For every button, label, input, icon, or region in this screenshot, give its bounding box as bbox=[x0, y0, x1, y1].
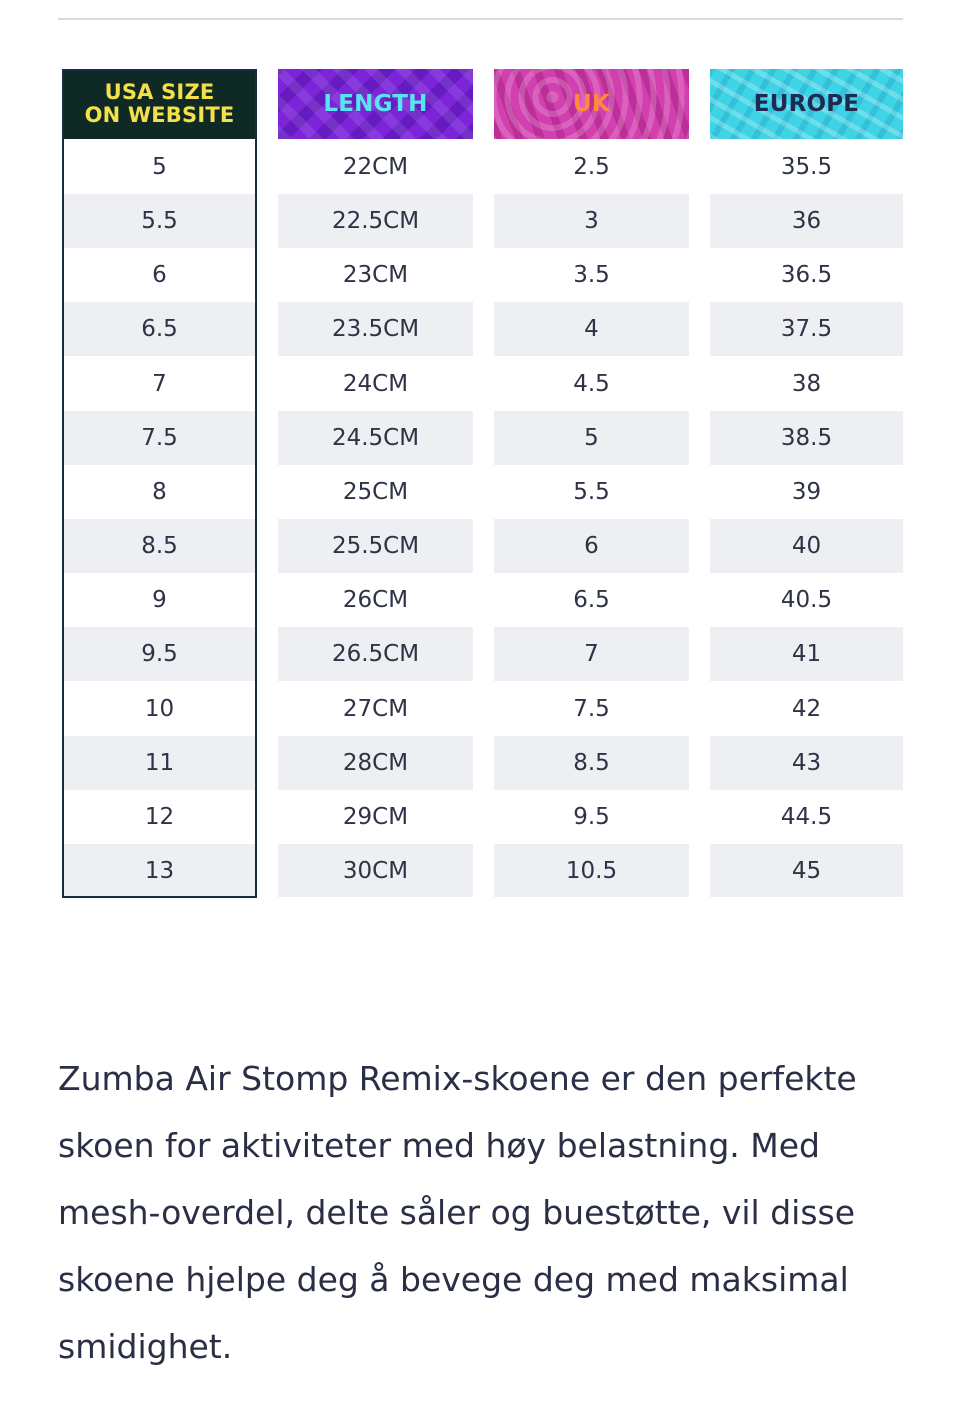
cell-europe: 36.5 bbox=[780, 262, 833, 288]
cell-europe: 36 bbox=[791, 208, 822, 234]
cell-usa: 6 bbox=[152, 262, 167, 288]
cell-uk: 7.5 bbox=[573, 695, 610, 722]
header-europe-label: EUROPE bbox=[753, 91, 860, 117]
cell-uk: 9.5 bbox=[573, 804, 610, 830]
cell-uk: 3.5 bbox=[573, 262, 610, 288]
cell-uk: 4.5 bbox=[573, 370, 610, 397]
cell-length: 22.5CM bbox=[331, 208, 420, 234]
cell-europe: 42 bbox=[791, 695, 822, 722]
cell-usa: 7.5 bbox=[141, 425, 178, 451]
header-uk-label: UK bbox=[573, 91, 610, 117]
cell-europe: 40.5 bbox=[780, 587, 833, 613]
cell-uk: 5.5 bbox=[573, 479, 610, 505]
cell-usa: 9.5 bbox=[141, 641, 178, 667]
header-usa-line1: USA SIZE bbox=[104, 80, 215, 104]
cell-usa: 8 bbox=[152, 479, 167, 505]
header-europe bbox=[710, 69, 903, 139]
cell-usa: 8.5 bbox=[141, 533, 178, 559]
cell-length: 26CM bbox=[342, 587, 409, 613]
cell-usa: 6.5 bbox=[141, 316, 178, 342]
cell-usa: 10 bbox=[144, 695, 175, 722]
cell-europe: 45 bbox=[791, 857, 822, 884]
cell-length: 26.5CM bbox=[331, 641, 420, 667]
header-uk bbox=[494, 69, 689, 139]
cell-europe: 40 bbox=[791, 533, 822, 559]
cell-usa: 11 bbox=[144, 750, 175, 776]
cell-length: 22CM bbox=[342, 154, 409, 180]
cell-europe: 39 bbox=[791, 479, 822, 505]
cell-length: 23.5CM bbox=[331, 316, 420, 342]
cell-europe: 38.5 bbox=[780, 425, 833, 451]
cell-usa: 9 bbox=[152, 587, 167, 613]
cell-europe: 35.5 bbox=[780, 154, 833, 180]
cell-usa: 5 bbox=[152, 154, 167, 180]
cell-length: 25.5CM bbox=[331, 533, 420, 559]
header-usa-size bbox=[62, 69, 257, 139]
cell-uk: 10.5 bbox=[565, 857, 618, 884]
cell-length: 29CM bbox=[342, 804, 409, 830]
header-length-label: LENGTH bbox=[323, 91, 428, 117]
cell-uk: 4 bbox=[584, 316, 599, 342]
cell-uk: 6.5 bbox=[573, 587, 610, 613]
cell-length: 25CM bbox=[342, 479, 409, 505]
header-length bbox=[278, 69, 473, 139]
header-usa-line2: ON WEBSITE bbox=[84, 103, 235, 127]
cell-uk: 6 bbox=[584, 533, 599, 559]
cell-length: 24CM bbox=[342, 370, 409, 397]
cell-length: 30CM bbox=[342, 857, 409, 884]
cell-usa: 7 bbox=[152, 370, 167, 397]
cell-europe: 44.5 bbox=[780, 804, 833, 830]
cell-length: 23CM bbox=[342, 262, 409, 288]
cell-uk: 5 bbox=[584, 425, 599, 451]
cell-europe: 41 bbox=[791, 641, 822, 667]
cell-europe: 38 bbox=[791, 370, 822, 397]
cell-uk: 2.5 bbox=[573, 154, 610, 180]
cell-usa: 13 bbox=[144, 857, 175, 884]
cell-length: 24.5CM bbox=[331, 425, 420, 451]
cell-uk: 3 bbox=[584, 208, 599, 234]
cell-length: 27CM bbox=[342, 695, 409, 722]
product-description: Zumba Air Stomp Remix-skoene er den perfekte skoen for aktiviteter med høy belastning. Med mesh-overdel, delte såler og buestøtte, vil disse skoene hjelpe deg å bevege deg med maksimal smidighet. bbox=[58, 1059, 857, 1366]
cell-usa: 12 bbox=[144, 804, 175, 830]
cell-europe: 43 bbox=[791, 750, 822, 776]
cell-usa: 5.5 bbox=[141, 208, 178, 234]
cell-uk: 7 bbox=[584, 641, 599, 667]
cell-europe: 37.5 bbox=[780, 316, 833, 342]
cell-length: 28CM bbox=[342, 750, 409, 776]
cell-uk: 8.5 bbox=[573, 750, 610, 776]
